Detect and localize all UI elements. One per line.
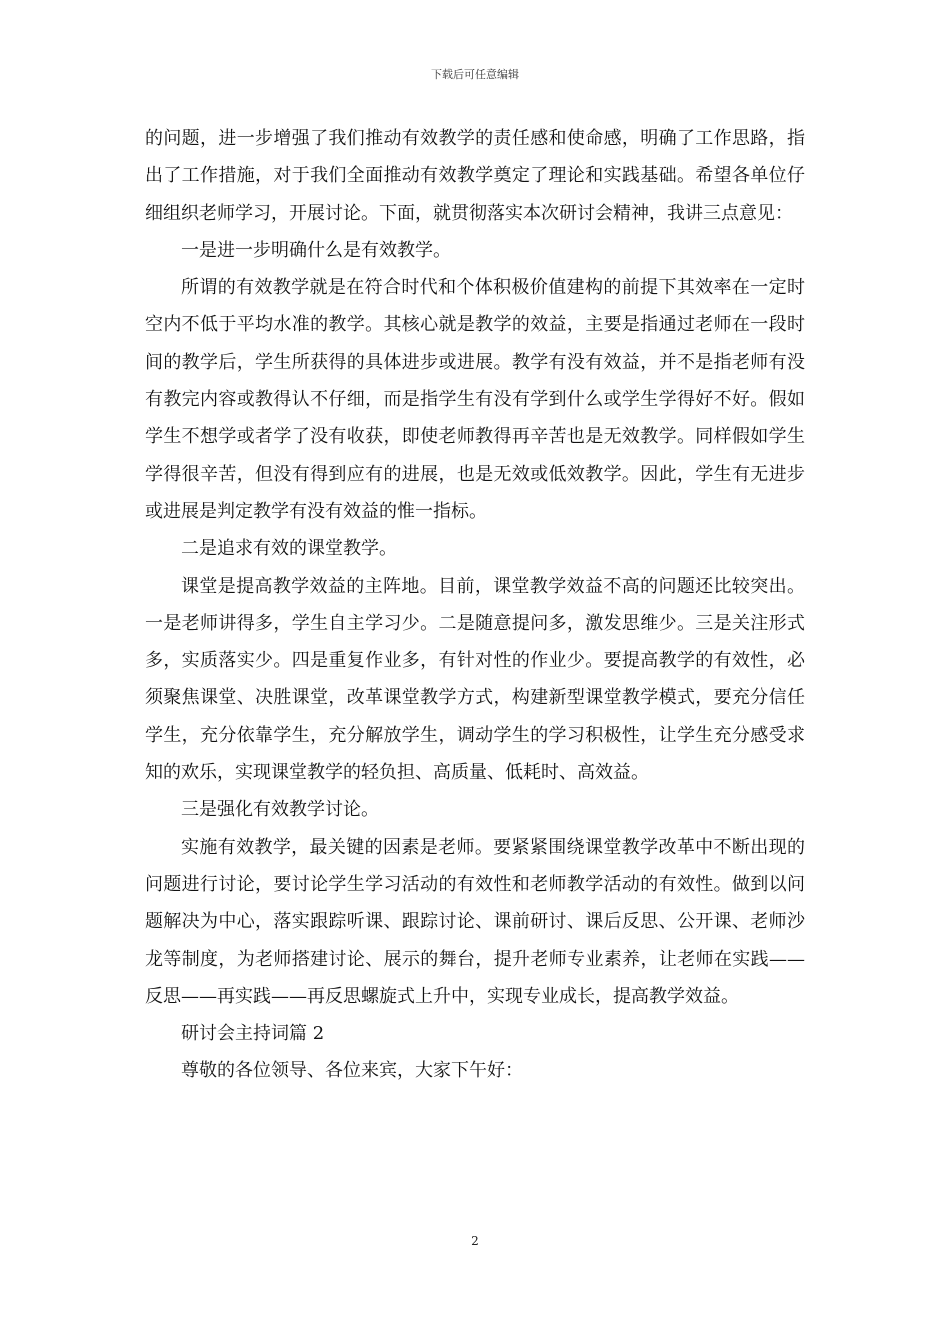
greeting: 尊敬的各位领导、各位来宾，大家下午好： (181, 1060, 523, 1082)
paragraph: 实施有效教学，最关键的因素是老师。要紧紧围绕课堂教学改革中不断出现的问题进行讨论，要讨论学生学习活动的有效性和老师教学活动的有效性。做到以问题解决为中心，落实跟踪听课、跟踪讨论、课前研讨、课后反思、公开课、老师沙龙等制度，为老师搭建讨论、展示的舞台，提升老师专业素养，让老师在实践——反思——再实践——再反思螺旋式上升中，实现专业成长，提高教学效益。 (145, 836, 805, 1007)
section-heading-2: 二是追求有效的课堂教学。 (181, 538, 397, 560)
paragraph: 课堂是提高教学效益的主阵地。目前，课堂教学效益不高的问题还比较突出。一是老师讲得多，学生自主学习少。二是随意提问多，激发思维少。三是关注形式多，实质落实少。四是重复作业多，有针对性的作业少。要提高教学的有效性，必须聚焦课堂、决胜课堂，改革课堂教学方式，构建新型课堂教学模式，要充分信任学生，充分依靠学生，充分解放学生，调动学生的学习积极性，让学生充分感受求知的欢乐，实现课堂教学的轻负担、高质量、低耗时、高效益。 (145, 575, 805, 784)
section-heading-3: 三是强化有效教学讨论。 (181, 799, 379, 821)
page-header: 下载后可任意编辑 (431, 68, 519, 81)
article-title: 研讨会主持词篇 2 (181, 1023, 325, 1045)
paragraph-continued: 的问题，进一步增强了我们推动有效教学的责任感和使命感，明确了工作思路，指出了工作措施，对于我们全面推动有效教学奠定了理论和实践基础。希望各单位仔细组织老师学习，开展讨论。下面，就贯彻落实本次研讨会精神，我讲三点意见： (145, 128, 805, 224)
page-number: 2 (471, 1234, 479, 1248)
paragraph: 所谓的有效教学就是在符合时代和个体积极价值建构的前提下其效率在一定时空内不低于平均水准的教学。其核心就是教学的效益，主要是指通过老师在一段时间的教学后，学生所获得的具体进步或进展。教学有没有效益，并不是指老师有没有教完内容或教得认不仔细，而是指学生有没有学到什么或学生学得好不好。假如学生不想学或者学了没有收获，即使老师教得再辛苦也是无效教学。同样假如学生学得很辛苦，但没有得到应有的进展，也是无效或低效教学。因此，学生有无进步或进展是判定教学有没有效益的惟一指标。 (145, 277, 805, 522)
section-heading-1: 一是进一步明确什么是有效教学。 (181, 239, 451, 261)
document-body (145, 120, 805, 1090)
